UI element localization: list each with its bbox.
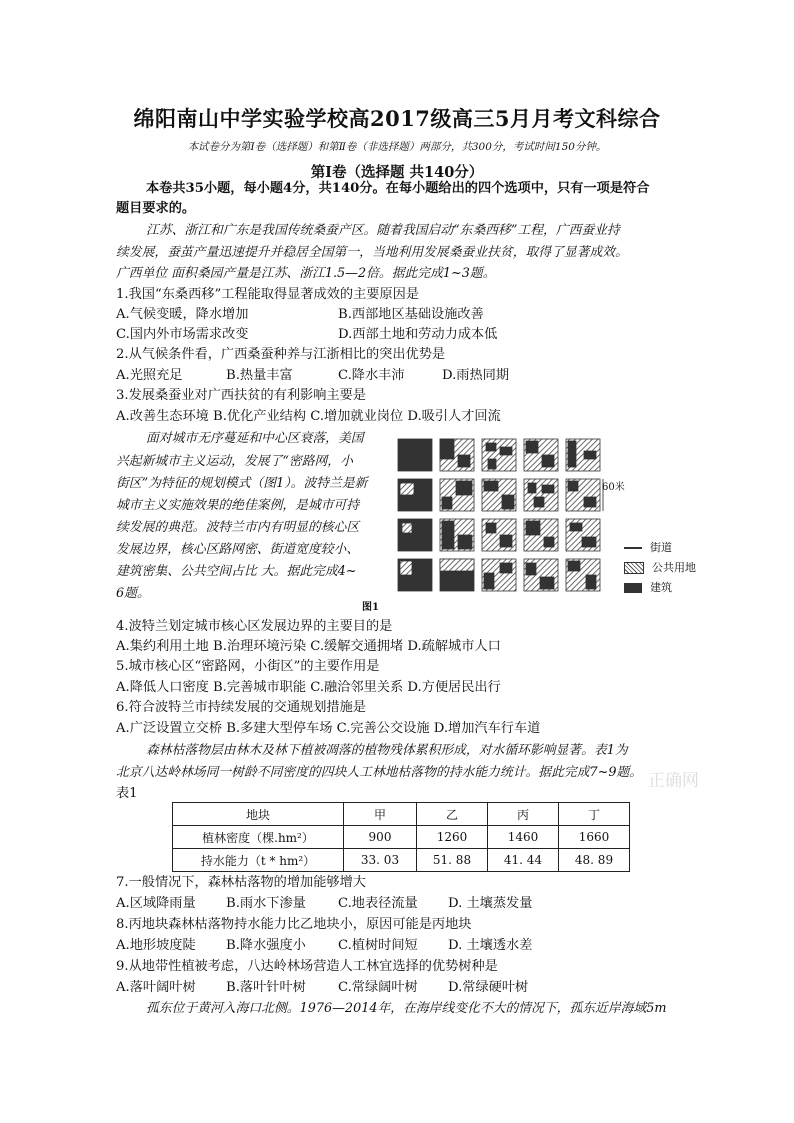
exam-note: 本试卷分为第Ⅰ卷（选择题）和第Ⅱ卷（非选择题）两部分，共300分，考试时间150分钟。 <box>187 141 607 153</box>
q8-option-a: A.地形坡度陡 <box>116 938 196 953</box>
q8-option-c: C.植树时间短 <box>338 938 418 953</box>
table-cell: 1460 <box>488 826 559 849</box>
q1-stem: 1.我国“东桑西移”工程能取得显著成效的主要原因是 <box>116 287 420 302</box>
q3-stem: 3.发展桑蚕业对广西扶贫的有利影响主要是 <box>116 388 366 403</box>
q1-option-d: D.西部土地和劳动力成本低 <box>338 327 498 342</box>
passage2-line-6: 发展边界，核心区路网密、街道宽度较小、 <box>116 542 360 557</box>
figure-caption: 图1 <box>362 602 379 613</box>
passage4-line-1: 孤东位于黄河入海口北侧。1976—2014年，在海岸线变化不大的情况下，孤东近岸海域5m <box>146 1001 667 1016</box>
q9-option-b: B.落叶针叶树 <box>226 980 306 995</box>
section-heading: 第Ⅰ卷（选择题 共140分） <box>310 164 484 181</box>
q9-option-a: A.落叶阔叶树 <box>116 980 196 995</box>
q7-stem: 7.一般情况下，森林枯落物的增加能够增大 <box>116 875 366 890</box>
q7-option-c: C.地表径流量 <box>338 896 418 911</box>
table-cell: 33. 03 <box>344 849 417 872</box>
q2-stem: 2.从气候条件看，广西桑蚕种养与江浙相比的突出优势是 <box>116 347 446 362</box>
q3-options: A.改善生态环境 B.优化产业结构 C.增加就业岗位 D.吸引人才回流 <box>116 409 501 424</box>
passage1-line-2: 续发展，蚕茧产量迅速提升并稳居全国第一，当地利用发展桑蚕业扶贫，取得了显著成效。 <box>116 245 628 260</box>
q2-option-c: C.降水丰沛 <box>338 368 405 383</box>
q1-option-a: A.气候变暖，降水增加 <box>116 307 249 322</box>
q1-option-b: B.西部地区基础设施改善 <box>338 307 484 322</box>
table-label: 表1 <box>116 786 138 801</box>
passage2-line-4: 城市主义实施效果的绝佳案例，是城市可持 <box>116 498 360 513</box>
q6-options: A.广泛设置立交桥 B.多建大型停车场 C.完善公交设施 D.增加汽车行车道 <box>116 721 541 736</box>
passage2-line-7: 建筑密集、公共空间占比 大。据此完成4~ <box>116 564 357 579</box>
q9-option-c: C.常绿阔叶树 <box>338 980 418 995</box>
table-cell: 植林密度（棵.hm²） <box>173 826 344 849</box>
passage2-line-3: 街区”为特征的规划模式（图1）。波特兰是新 <box>116 476 368 491</box>
table-header-cell: 乙 <box>417 803 488 826</box>
table-row <box>173 849 630 872</box>
block-building <box>398 439 432 471</box>
q1-option-c: C.国内外市场需求改变 <box>116 327 249 342</box>
q5-options: A.降低人口密度 B.完善城市职能 C.融洽邻里关系 D.方便居民出行 <box>116 680 501 695</box>
q8-option-b: B.降水强度小 <box>226 938 306 953</box>
legend-street: 街道 <box>624 539 672 555</box>
q4-options: A.集约利用土地 B.治理环境污染 C.缓解交通拥堵 D.疏解城市人口 <box>116 639 501 654</box>
legend-building: 建筑 <box>624 579 672 595</box>
q9-option-d: D.常绿硬叶树 <box>448 980 529 995</box>
table-cell: 1260 <box>417 826 488 849</box>
street-grid-figure <box>396 437 606 597</box>
intro-line-2: 题目要求的。 <box>116 201 196 216</box>
q2-option-b: B.热量丰富 <box>226 368 293 383</box>
table-cell: 900 <box>344 826 417 849</box>
q7-option-d: D. 土壤蒸发量 <box>448 896 533 911</box>
q7-option-b: B.雨水下渗量 <box>226 896 306 911</box>
q2-option-d: D.雨热同期 <box>442 368 510 383</box>
passage1-line-1: 江苏、浙江和广东是我国传统桑蚕产区。随着我国启动“东桑西移”工程，广西蚕业持 <box>146 223 620 238</box>
q8-stem: 8.丙地块森林枯落物持水能力比乙地块小，原因可能是丙地块 <box>116 917 472 932</box>
table-header-cell: 丁 <box>559 803 630 826</box>
passage3-line-1: 森林枯落物层由林木及林下植被凋落的植物残体累积形成，对水循环影响显著。表1为 <box>146 743 628 758</box>
table-cell: 41. 44 <box>488 849 559 872</box>
passage3-line-2: 北京八达岭林场同一树龄不同密度的四块人工林地枯落物的持水能力统计。据此完成7~9题。 <box>116 765 643 780</box>
table-cell: 51. 88 <box>417 849 488 872</box>
table-cell: 48. 89 <box>559 849 630 872</box>
q7-option-a: A.区域降雨量 <box>116 896 196 911</box>
building-swatch <box>624 583 642 593</box>
legend-public-land: 公共用地 <box>624 559 696 575</box>
table-row <box>173 826 630 849</box>
q2-option-a: A.光照充足 <box>116 368 183 383</box>
q4-stem: 4.波特兰划定城市核心区发展边界的主要目的是 <box>116 619 393 634</box>
passage2-line-8: 6题。 <box>116 586 150 601</box>
table-header-cell: 甲 <box>344 803 417 826</box>
table-header-cell: 丙 <box>488 803 559 826</box>
street-swatch <box>624 547 642 549</box>
table-cell: 1660 <box>559 826 630 849</box>
passage2-line-5: 续发展的典范。波特兰市内有明显的核心区 <box>116 520 360 535</box>
forest-litter-table <box>172 802 630 872</box>
passage2-line-1: 面对城市无序蔓延和中心区衰落，美国 <box>146 431 364 446</box>
passage1-line-3: 广西单位 面积桑园产量是江苏、浙江1.5—2倍。据此完成1~3题。 <box>116 266 496 281</box>
q9-stem: 9.从地带性植被考虑，八达岭林场营造人工林宜选择的优势树种是 <box>116 959 498 974</box>
table-cell: 持水能力（t * hm²） <box>173 849 344 872</box>
page-title: 绵阳南山中学实验学校高2017级高三5月月考文科综合 <box>133 106 661 131</box>
q8-option-d: D. 土壤透水差 <box>448 938 533 953</box>
q5-stem: 5.城市核心区“密路网，小街区”的主要作用是 <box>116 659 380 674</box>
q6-stem: 6.符合波特兰市持续发展的交通规划措施是 <box>116 700 366 715</box>
public-land-swatch <box>624 562 644 574</box>
scale-label: 60米 <box>602 482 625 493</box>
table-header-row <box>173 803 630 826</box>
watermark: 正确网 <box>648 771 699 791</box>
intro-line-1: 本卷共35小题，每小题4分，共140分。在每小题给出的四个选项中，只有一项是符合 <box>146 181 650 196</box>
table-header-cell: 地块 <box>173 803 344 826</box>
passage2-line-2: 兴起新城市主义运动，发展了“密路网，小 <box>116 454 353 469</box>
